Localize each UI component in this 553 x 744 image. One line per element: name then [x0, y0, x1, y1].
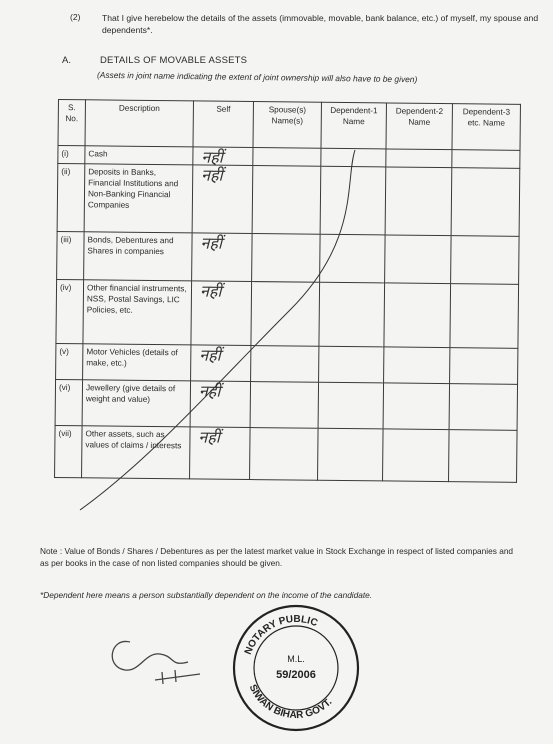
seal-bottom-text: SIWAN BIHAR GOVT.	[246, 682, 335, 722]
note-text: Value of Bonds / Shares / Debentures as per the latest market value in Stock Exchange in respect of listed companies and as per books in the case of non listed companies should be given.	[40, 546, 514, 568]
row-sno: (vi)	[55, 379, 82, 425]
header-dependent-3: Dependent-3 etc. Name	[452, 104, 520, 151]
section-letter: A.	[62, 55, 71, 66]
row-dependent-2	[384, 283, 451, 348]
row-dependent-3	[451, 168, 520, 237]
row-dependent-3	[450, 348, 518, 385]
row-sno: (vii)	[55, 425, 83, 477]
seal-inner-line-2: 59/2006	[276, 669, 316, 681]
row-dependent-2	[385, 235, 451, 284]
row-dependent-3	[449, 384, 517, 431]
signature-image	[100, 622, 240, 692]
self-nil-mark: नहीं	[199, 281, 222, 301]
row-description: Cash	[85, 146, 193, 165]
header-spouse: Spouse(s) Name(s)	[253, 102, 321, 149]
diagonal-strike-line	[60, 140, 360, 520]
row-dependent-3	[449, 430, 518, 483]
seal-top-text: NOTARY PUBLIC	[242, 613, 320, 657]
row-description: Bonds, Debentures and Shares in companies	[84, 232, 192, 281]
row-dependent-2	[386, 149, 452, 168]
row-description: Other financial instruments, NSS, Postal Savings, LIC Policies, etc.	[83, 280, 192, 345]
dependent-definition-note: *Dependent here means a person substantially dependent on the income of the candidate.	[40, 590, 373, 600]
valuation-note	[40, 545, 520, 569]
row-sno: (v)	[56, 343, 83, 379]
self-nil-mark: नहीं	[201, 147, 224, 167]
row-dependent-2	[383, 383, 449, 430]
section-subtitle: (Assets in joint name indicating the extent of joint ownership will also have to be given)	[96, 69, 418, 85]
seal-inner-line-1: M.L.	[287, 654, 305, 664]
row-sno: (iii)	[57, 231, 85, 279]
row-dependent-2	[385, 167, 452, 236]
header-dependent-2: Dependent-2 Name	[386, 103, 452, 150]
row-dependent-3	[451, 236, 519, 285]
notary-seal	[226, 598, 364, 736]
row-description: Motor Vehicles (details of make, etc.)	[83, 344, 191, 381]
header-dependent-1: Dependent-1 Name	[321, 102, 386, 149]
row-sno: (i)	[58, 146, 85, 164]
intro-number: (2)	[70, 12, 81, 22]
row-dependent-2	[383, 429, 450, 482]
section-title: DETAILS OF MOVABLE ASSETS	[100, 55, 248, 66]
row-dependent-3	[450, 284, 519, 349]
row-dependent-2	[384, 347, 450, 384]
row-description: Other assets, such as values of claims / interests	[82, 426, 191, 479]
note-label: Note :	[40, 546, 63, 556]
header-self: Self	[193, 101, 253, 148]
self-nil-mark: नहीं	[198, 381, 221, 401]
row-description: Jewellery (give details of weight and value)	[82, 380, 190, 427]
row-description: Deposits in Banks, Financial Institutions and Non-Banking Financial Companies	[84, 164, 193, 233]
self-nil-mark: नहीं	[200, 233, 223, 253]
svg-text:NOTARY PUBLIC	[243, 614, 319, 656]
row-sno: (ii)	[57, 164, 85, 232]
row-dependent-3	[452, 150, 520, 169]
header-sno: S. No.	[58, 100, 85, 146]
self-nil-mark: नहीं	[199, 345, 221, 365]
self-nil-mark: नहीं	[201, 165, 223, 185]
header-description: Description	[85, 100, 193, 147]
self-nil-mark: नहीं	[198, 427, 221, 447]
row-sno: (iv)	[56, 279, 84, 343]
intro-text: That I give herebelow the details of the assets (immovable, movable, bank balance, etc.) of myself, my spouse and dependents*.	[102, 13, 539, 35]
